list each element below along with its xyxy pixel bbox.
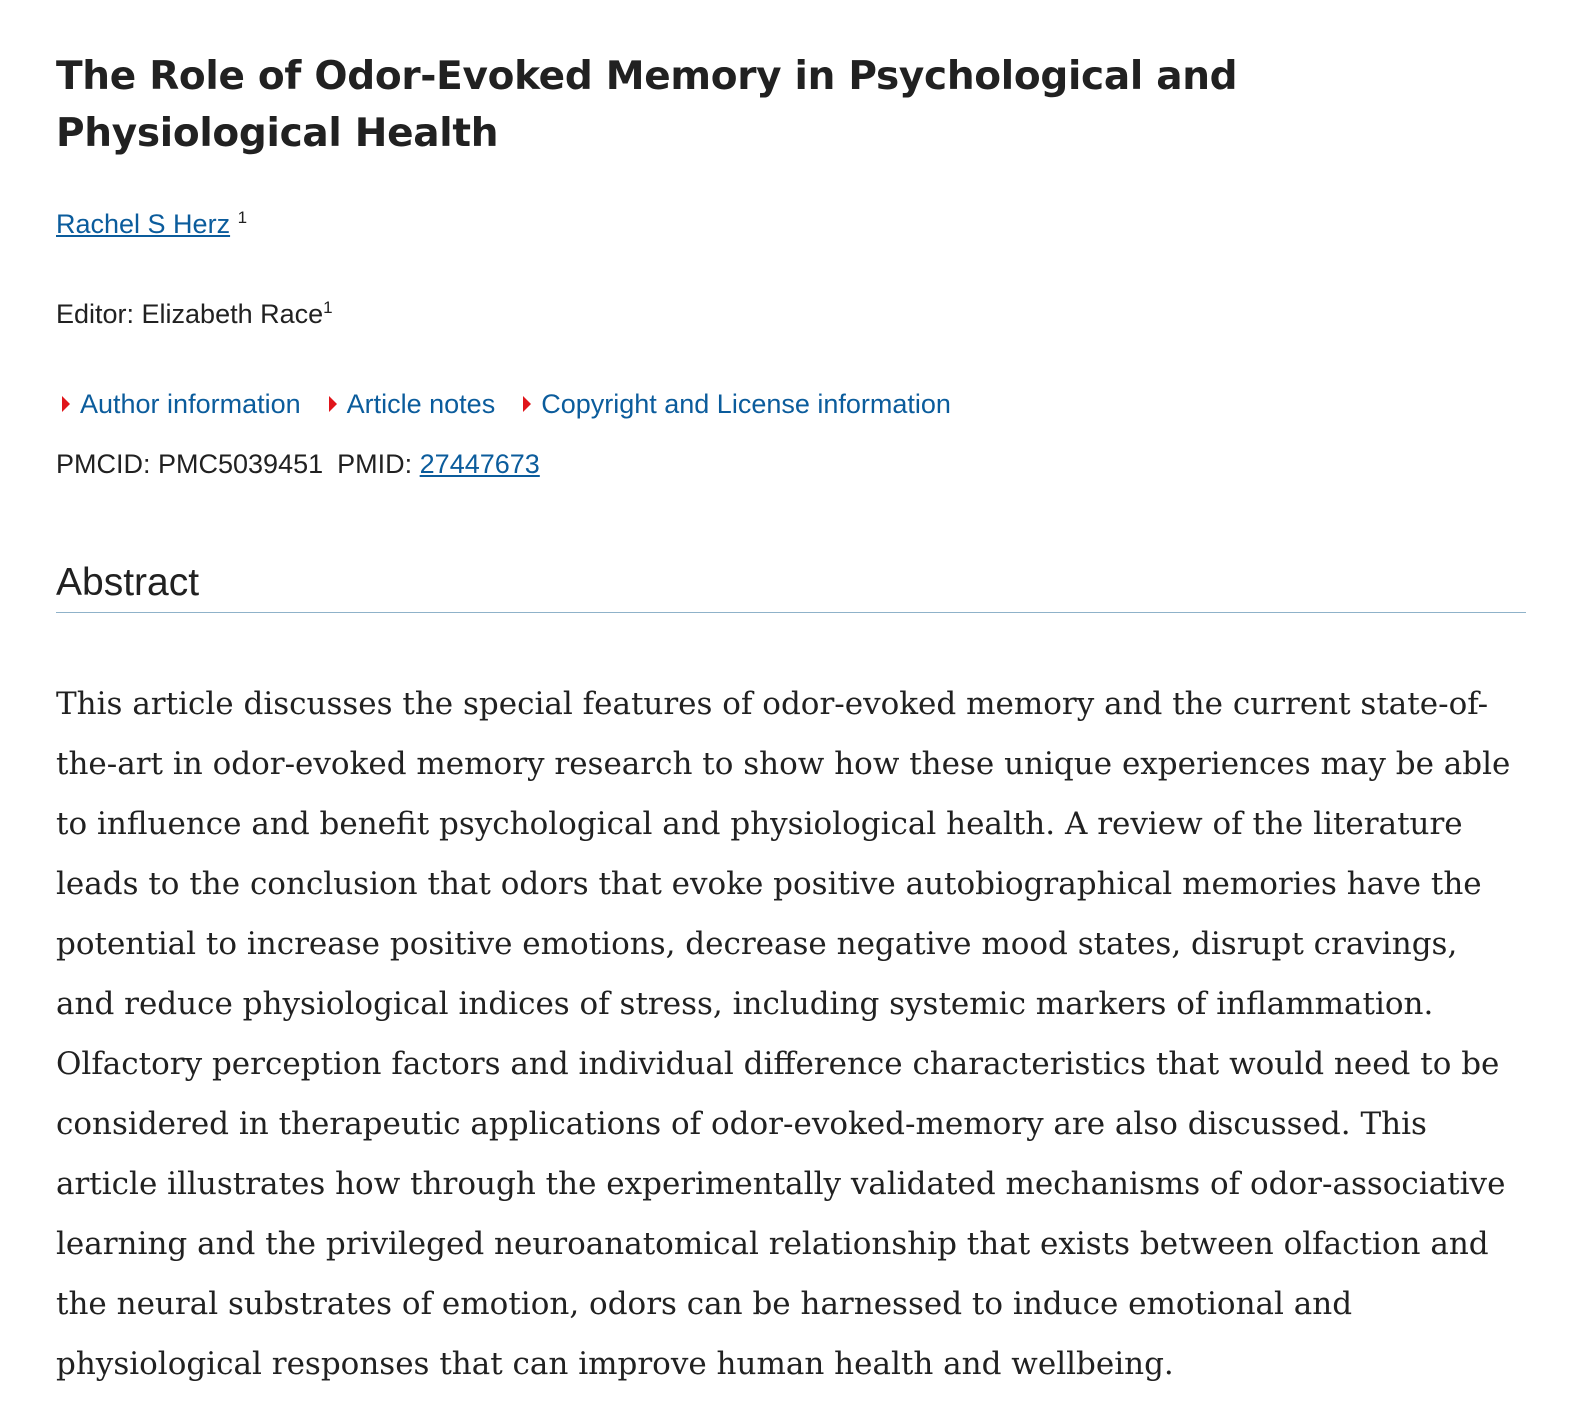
author-affiliation-ref[interactable]: 1 xyxy=(237,208,248,227)
caret-right-icon xyxy=(329,396,337,412)
pmid-link[interactable]: 27447673 xyxy=(419,449,540,479)
author-information-label: Author information xyxy=(80,389,301,419)
article-identifiers xyxy=(56,444,540,484)
article-title: The Role of Odor-Evoked Memory in Psychological and Physiological Health xyxy=(56,54,1238,156)
editor-line xyxy=(56,294,333,334)
abstract-heading: Abstract xyxy=(56,558,1526,613)
editor-affiliation-ref: 1 xyxy=(323,298,333,317)
author-link[interactable]: Rachel S Herz xyxy=(56,209,231,239)
caret-right-icon xyxy=(62,396,70,412)
author-list xyxy=(56,204,247,244)
article-notes-toggle[interactable] xyxy=(323,384,496,424)
article-notes-label: Article notes xyxy=(346,389,496,419)
copyright-license-toggle[interactable] xyxy=(517,384,951,424)
pmcid: PMCID: PMC5039451 xyxy=(56,449,324,479)
editor-name: Editor: Elizabeth Race xyxy=(56,299,324,329)
article-info-toggles xyxy=(56,384,973,424)
author-information-toggle[interactable] xyxy=(56,384,301,424)
copyright-license-label: Copyright and License information xyxy=(541,389,951,419)
pmid-label: PMID: xyxy=(337,449,413,479)
abstract-text: This article discusses the special features of odor-evoked memory and the current state-of-the-art in odor-evoked memory research to show how these unique experiences may be able to influence and benefit psychological and physiological health. A review of the literature leads to the conclusion that odors that evoke positive autobiographical memories have the potential to increase positive emotions, decrease negative mood states, disrupt cravings, and reduce physiological indices of stress, including systemic markers of inflammation. Olfactory perception factors and individual difference characteristics that would need to be considered in therapeutic applications of odor-evoked-memory are also discussed. This article illustrates how through the experimentally validated mechanisms of odor-associative learning and the privileged neuroanatomical relationship that exists between olfaction and the neural substrates of emotion, odors can be harnessed to induce emotional and physiological responses that can improve human health and wellbeing. xyxy=(56,686,1511,1382)
caret-right-icon xyxy=(523,396,531,412)
